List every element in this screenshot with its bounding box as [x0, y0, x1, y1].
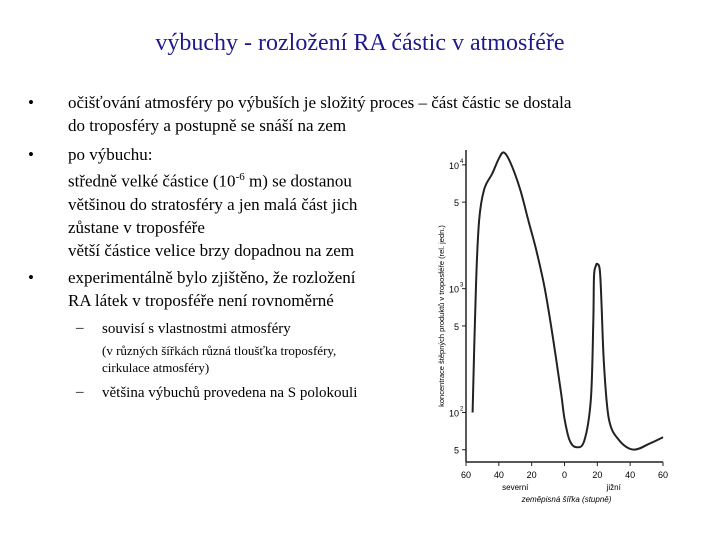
text-part: středně velké částice (10 — [68, 171, 236, 191]
x-tick-label: 0 — [561, 470, 568, 480]
bullet-text — [68, 143, 357, 262]
x-tick-label: 60 — [460, 470, 472, 480]
bullet-marker: • — [28, 93, 34, 112]
x-tick-label: 60 — [657, 470, 669, 480]
dash-marker: – — [76, 384, 84, 400]
text-line: cirkulace atmosféry) — [102, 360, 210, 375]
x-tick-label: 40 — [625, 470, 636, 480]
y-tick-label: 5 — [453, 445, 459, 456]
text-line: po výbuchu: — [68, 145, 153, 164]
x-side-label-south: jižní — [606, 483, 621, 492]
x-tick-label: 20 — [526, 470, 537, 480]
bullet-marker: • — [28, 145, 34, 164]
text-line: do troposféry a postupně se snáší na zem — [68, 116, 347, 135]
y-tick-exponent: 2 — [460, 406, 464, 413]
exponent: -6 — [235, 171, 245, 183]
text-line: experimentálně bylo zjištěno, že rozložení — [68, 268, 356, 287]
text-line: (v různých šířkách různá tloušťka troposféry, — [102, 343, 337, 358]
y-tick-exponent: 4 — [460, 158, 464, 165]
y-tick-exponent: 3 — [460, 282, 464, 289]
sub-item: souvisí s vlastnostmi atmosféry — [102, 321, 291, 337]
x-tick-label: 40 — [493, 470, 504, 480]
dash-marker: – — [76, 320, 84, 336]
x-axis-label: zeměpisná šířka (stupně) — [521, 495, 612, 504]
text-line: RA látek v troposféře není rovnoměrné — [68, 291, 334, 310]
concentration-curve — [473, 152, 663, 449]
bullet-text — [68, 91, 571, 137]
y-axis-label: koncentrace štěpných produktů v troposféře (rel. jedn.) — [437, 225, 446, 407]
text-line: očišťování atmosféry po výbuších je složitý proces – část částic se dostala — [68, 93, 572, 112]
text-line: většinou do stratosféry a jen malá část jich — [68, 194, 358, 214]
sub-item: většina výbuchů provedena na S polokouli — [102, 385, 358, 401]
page-title: výbuchy - rozložení RA částic v atmosféře — [155, 30, 565, 56]
y-tick-label: 10 — [448, 408, 459, 419]
x-tick-label: 20 — [592, 470, 603, 480]
particle-size-line — [68, 166, 357, 193]
text-part: m) se dostanou — [244, 171, 352, 191]
y-tick-label: 10 — [448, 160, 459, 171]
bullet-text — [68, 266, 355, 312]
x-side-label-north: severní — [502, 483, 529, 492]
y-tick-label: 10 — [448, 284, 459, 295]
sub-note — [102, 342, 336, 376]
text-line: větší částice velice brzy dopadnou na zem — [68, 240, 355, 260]
y-tick-label: 5 — [453, 321, 459, 332]
bullet-marker: • — [28, 268, 34, 287]
y-tick-label: 5 — [453, 198, 459, 209]
text-line: zůstane v troposféře — [68, 217, 205, 237]
